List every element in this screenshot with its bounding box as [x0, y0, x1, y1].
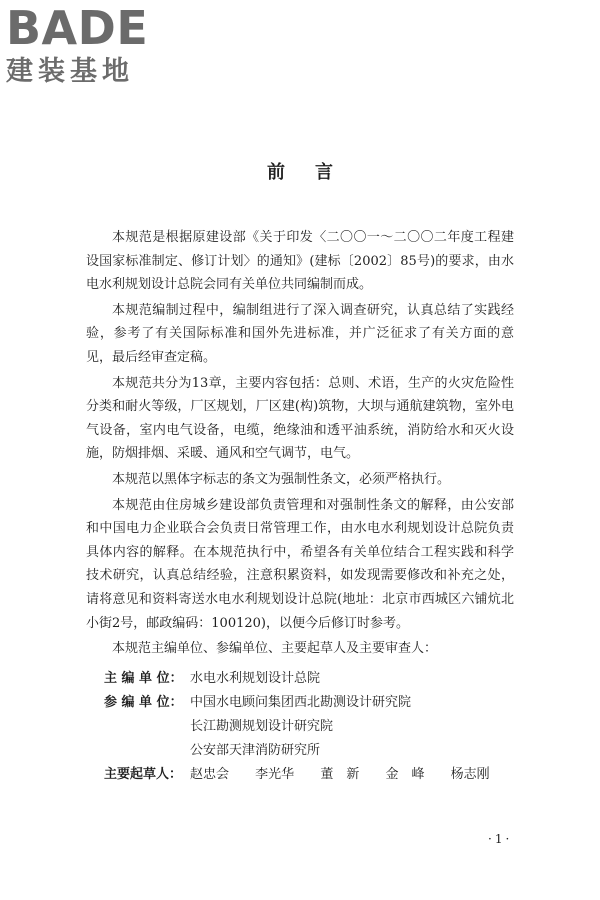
paragraph-mandatory: 本规范以黑体字标志的条文为强制性条文，必须严格执行。 — [112, 471, 451, 487]
drafters-label: 主要起草人： — [104, 766, 183, 782]
chief-unit-row — [86, 667, 514, 691]
chief-unit-label: 主 编 单 位： — [104, 670, 183, 686]
drafter-name: 金 峰 — [385, 766, 425, 782]
page-number: ·1· — [488, 832, 513, 846]
participating-unit-row-3 — [86, 739, 514, 763]
paragraph-process: 本规范编制过程中，编制组进行了深入调查研究，认真总结了实践经验，参考了有关国际标准和国外先进标准，并广泛征求了有关方面的意见，最后经审查定稿。 — [86, 302, 514, 365]
paragraph-origin: 本规范是根据原建设部《关于印发〈二〇〇一～二〇〇二年度工程建设国家标准制定、修订计划〉的通知》(建标〔2002〕85号)的要求，由水电水利规划设计总院会同有关单位共同编制而成。 — [86, 230, 514, 293]
logo-wordmark: BADE — [6, 1, 149, 55]
participating-unit-row-2 — [86, 715, 514, 739]
participating-unit-1: 中国水电顾问集团西北勘测设计研究院 — [190, 694, 412, 710]
preface-body — [86, 226, 514, 787]
paragraph-contents: 本规范共分为13章，主要内容包括：总则、术语，生产的火灾危险性分类和耐火等级，厂区规划，厂区建(构)筑物，大坝与通航建筑物，室外电气设备，室内电气设备，电缆，绝缘油和透平油系统，消防给水和灭火设施，防烟排烟、采暖、通风和空气调节，电气。 — [86, 375, 514, 462]
logo-subtitle: 建装基地 — [6, 56, 134, 87]
units-list — [86, 667, 514, 787]
chief-unit-value: 水电水利规划设计总院 — [190, 670, 321, 686]
drafter-name: 杨志刚 — [450, 766, 490, 782]
paragraph-units-intro: 本规范主编单位、参编单位、主要起草人及主要审查人： — [112, 641, 438, 657]
participating-unit-2: 长江勘测规划设计研究院 — [190, 718, 334, 734]
drafter-name: 董 新 — [320, 766, 360, 782]
drafter-name: 李光华 — [255, 766, 295, 782]
page-heading: 前言 — [267, 162, 363, 183]
drafters-row — [86, 763, 514, 787]
paragraph-management: 本规范由住房城乡建设部负责管理和对强制性条文的解释，由公安部和中国电力企业联合会负责日常管理工作，由水电水利规划设计总院负责具体内容的解释。在本规范执行中，希望各有关单位结合工程实践和科学技术研究，认真总结经验，注意积累资料，如发现需要修改和补充之处，请将意见和资料寄送水电水利规划设计总院(地址：北京市西城区六铺炕北小街2号，邮政编码：100120)，以便今后修订时参考。 — [86, 497, 514, 631]
drafters-list — [190, 763, 514, 787]
brand-logo — [6, 1, 149, 88]
participating-unit-label: 参 编 单 位： — [104, 694, 183, 710]
drafter-name: 赵忠会 — [190, 766, 230, 782]
participating-unit-3: 公安部天津消防研究所 — [190, 742, 321, 758]
participating-unit-row — [86, 691, 514, 715]
